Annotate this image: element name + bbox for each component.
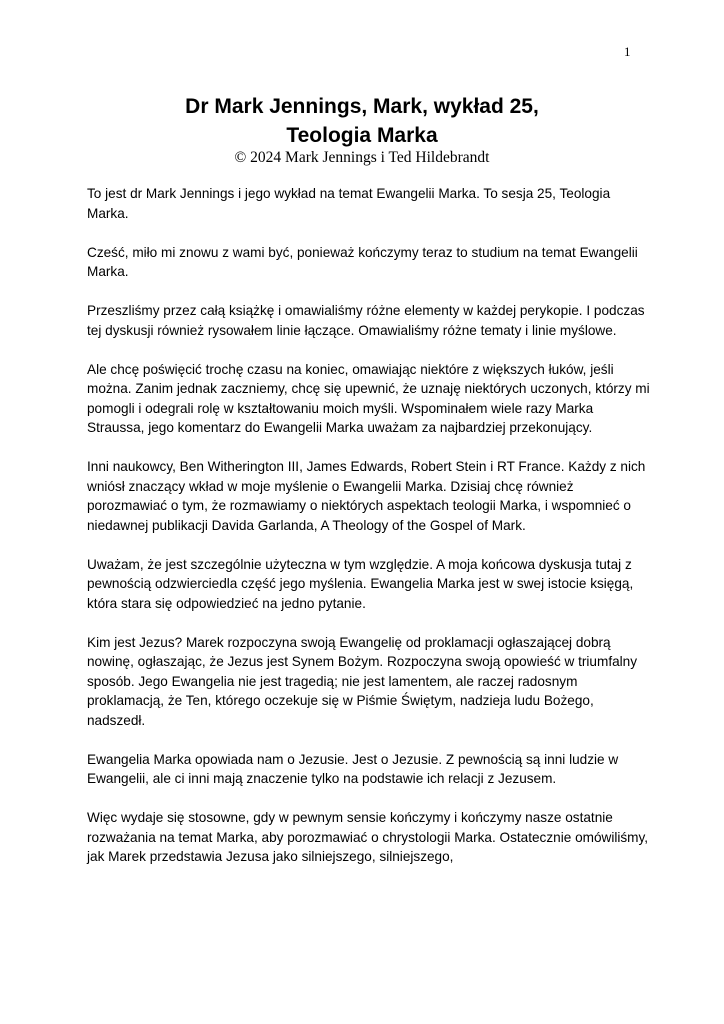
title-line-1: Dr Mark Jennings, Mark, wykład 25,: [185, 95, 539, 118]
paragraph: Cześć, miło mi znowu z wami być, ponieważ kończymy teraz to studium na temat Ewangelii Marka.: [87, 244, 638, 279]
paragraph: Więc wydaje się stosowne, gdy w pewnym sensie kończymy i kończymy nasze ostatnie rozważania na temat Marka, aby porozmawiać o chrystologii Marka. Ostatecznie omówiliśmy, jak Marek przedstawia Jezusa jako silniejszego, silniejszego,: [87, 810, 649, 864]
paragraph: Ewangelia Marka opowiada nam o Jezusie. Jest o Jezusie. Z pewnością są inni ludzie w Ewangelii, ale ci inni mają znaczenie tylko na podstawie ich relacji z Jezusem.: [87, 751, 619, 786]
document-body: [87, 184, 652, 886]
paragraph: To jest dr Mark Jennings i jego wykład na temat Ewangelii Marka. To sesja 25, Teologia Marka.: [87, 186, 611, 221]
paragraph: Inni naukowcy, Ben Witherington III, James Edwards, Robert Stein i RT France. Każdy z nich wniósł znaczący wkład w moje myślenie o Ewangelii Marka. Dzisiaj chcę również porozmawiać o tym, że rozmawiamy o niektórych aspektach teologii Marka, i wspomnieć o niedawnej publikacji Davida Garlanda, A Theology of the Gospel of Mark.: [87, 459, 646, 533]
paragraph: Przeszliśmy przez całą książkę i omawialiśmy różne elementy w każdej perykopie. I podczas tej dyskusji również rysowałem linie łączące. Omawialiśmy różne tematy i linie myślowe.: [87, 303, 645, 338]
paragraph: Ale chcę poświęcić trochę czasu na koniec, omawiając niektóre z większych łuków, jeśli można. Zanim jednak zaczniemy, chcę się upewnić, że uznaję niektórych uczonych, którzy mi pomogli i odegrali rolę w kształtowaniu moich myśli. Wspominałem wiele razy Marka Straussa, jego komentarz do Ewangelii Marka uważam za najbardziej przekonujący.: [87, 361, 650, 435]
title-line-2: Teologia Marka: [286, 124, 438, 147]
document-title: [0, 92, 724, 150]
paragraph: Uważam, że jest szczególnie użyteczna w tym względzie. A moja końcowa dyskusja tutaj z pewnością odzwierciedla część jego myślenia. Ewangelia Marka jest w swej istocie księgą, która stara się odpowiedzieć na jedno pytanie.: [87, 556, 634, 611]
page-number: 1: [624, 44, 631, 59]
paragraph: Kim jest Jezus? Marek rozpoczyna swoją Ewangelię od proklamacji ogłaszającej dobrą nowinę, ogłaszając, że Jezus jest Synem Bożym. Rozpoczyna swoją opowieść w triumfalny sposób. Jego Ewangelia nie jest tragedią; nie jest lamentem, ale raczej radosnym proklamacją, że Ten, którego oczekuje się w Piśmie Świętym, nadzieja ludu Bożego, nadszedł.: [87, 634, 638, 728]
copyright-notice: © 2024 Mark Jennings i Ted Hildebrandt: [234, 149, 490, 166]
